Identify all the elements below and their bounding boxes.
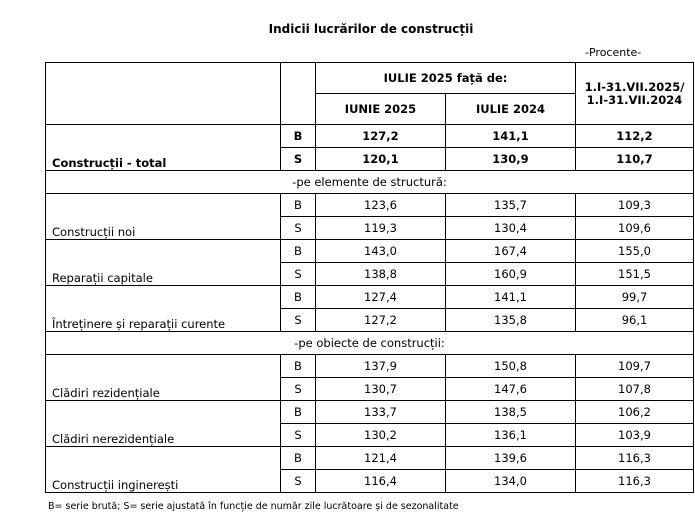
header-row-1 — [46, 63, 694, 94]
value-cell: 130,9 — [446, 148, 576, 171]
value-cell: 141,1 — [446, 286, 576, 309]
footnote: B= serie brută; S= serie ajustată în funcție de număr zile lucrătoare și de sezonalitate — [48, 501, 459, 512]
section-row — [46, 171, 694, 194]
value-cell: 127,2 — [316, 309, 446, 332]
row-label: Construcții noi — [46, 194, 281, 240]
table-row — [46, 240, 694, 263]
section-objects: -pe obiecte de construcții: — [46, 332, 694, 355]
value-cell: 107,8 — [576, 378, 694, 401]
value-cell: 99,7 — [576, 286, 694, 309]
series-code: B — [281, 125, 316, 148]
value-cell: 116,3 — [576, 470, 694, 493]
value-cell: 143,0 — [316, 240, 446, 263]
value-cell: 121,4 — [316, 447, 446, 470]
row-label: Clădiri nerezidențiale — [46, 401, 281, 447]
table-row — [46, 125, 694, 148]
series-code: B — [281, 355, 316, 378]
value-cell: 109,3 — [576, 194, 694, 217]
value-cell: 135,7 — [446, 194, 576, 217]
value-cell: 135,8 — [446, 309, 576, 332]
series-code: S — [281, 148, 316, 171]
value-cell: 150,8 — [446, 355, 576, 378]
table-row — [46, 194, 694, 217]
value-cell: 127,4 — [316, 286, 446, 309]
header-empty-code — [281, 63, 316, 125]
value-cell: 138,8 — [316, 263, 446, 286]
header-group: IULIE 2025 față de: — [316, 63, 576, 94]
table-row — [46, 286, 694, 309]
value-cell: 130,4 — [446, 217, 576, 240]
series-code: S — [281, 470, 316, 493]
value-cell: 109,6 — [576, 217, 694, 240]
series-code: S — [281, 378, 316, 401]
value-cell: 155,0 — [576, 240, 694, 263]
value-cell: 160,9 — [446, 263, 576, 286]
header-empty — [46, 63, 281, 125]
value-cell: 106,2 — [576, 401, 694, 424]
row-label: Întreținere și reparații curente — [46, 286, 281, 332]
series-code: B — [281, 286, 316, 309]
table-row — [46, 355, 694, 378]
indices-table — [45, 62, 694, 493]
value-cell: 116,4 — [316, 470, 446, 493]
header-col1: IUNIE 2025 — [316, 94, 446, 125]
series-code: B — [281, 447, 316, 470]
value-cell: 109,7 — [576, 355, 694, 378]
header-col2: IULIE 2024 — [446, 94, 576, 125]
value-cell: 147,6 — [446, 378, 576, 401]
value-cell: 96,1 — [576, 309, 694, 332]
value-cell: 127,2 — [316, 125, 446, 148]
value-cell: 116,3 — [576, 447, 694, 470]
value-cell: 136,1 — [446, 424, 576, 447]
series-code: B — [281, 194, 316, 217]
value-cell: 139,6 — [446, 447, 576, 470]
value-cell: 112,2 — [576, 125, 694, 148]
series-code: S — [281, 263, 316, 286]
value-cell: 151,5 — [576, 263, 694, 286]
value-cell: 123,6 — [316, 194, 446, 217]
table-row — [46, 401, 694, 424]
value-cell: 110,7 — [576, 148, 694, 171]
series-code: B — [281, 240, 316, 263]
value-cell: 138,5 — [446, 401, 576, 424]
header-cumulative-line1: 1.I-31.VII.2025/ — [584, 79, 685, 94]
unit-label: -Procente- — [585, 46, 642, 59]
value-cell: 130,2 — [316, 424, 446, 447]
value-cell: 120,1 — [316, 148, 446, 171]
value-cell: 141,1 — [446, 125, 576, 148]
value-cell: 103,9 — [576, 424, 694, 447]
value-cell: 130,7 — [316, 378, 446, 401]
value-cell: 137,9 — [316, 355, 446, 378]
header-cumulative — [576, 63, 694, 125]
series-code: S — [281, 217, 316, 240]
section-structure: -pe elemente de structură: — [46, 171, 694, 194]
row-label: Reparații capitale — [46, 240, 281, 286]
table-row — [46, 447, 694, 470]
value-cell: 134,0 — [446, 470, 576, 493]
series-code: S — [281, 424, 316, 447]
section-row — [46, 332, 694, 355]
row-label: Construcții inginerești — [46, 447, 281, 493]
series-code: S — [281, 309, 316, 332]
page-title: Indicii lucrărilor de construcții — [268, 22, 474, 36]
value-cell: 167,4 — [446, 240, 576, 263]
value-cell: 119,3 — [316, 217, 446, 240]
row-label: Clădiri rezidențiale — [46, 355, 281, 401]
row-label-total: Construcții - total — [46, 125, 281, 171]
value-cell: 133,7 — [316, 401, 446, 424]
series-code: B — [281, 401, 316, 424]
header-cumulative-line2: 1.I-31.VII.2024 — [586, 92, 683, 107]
